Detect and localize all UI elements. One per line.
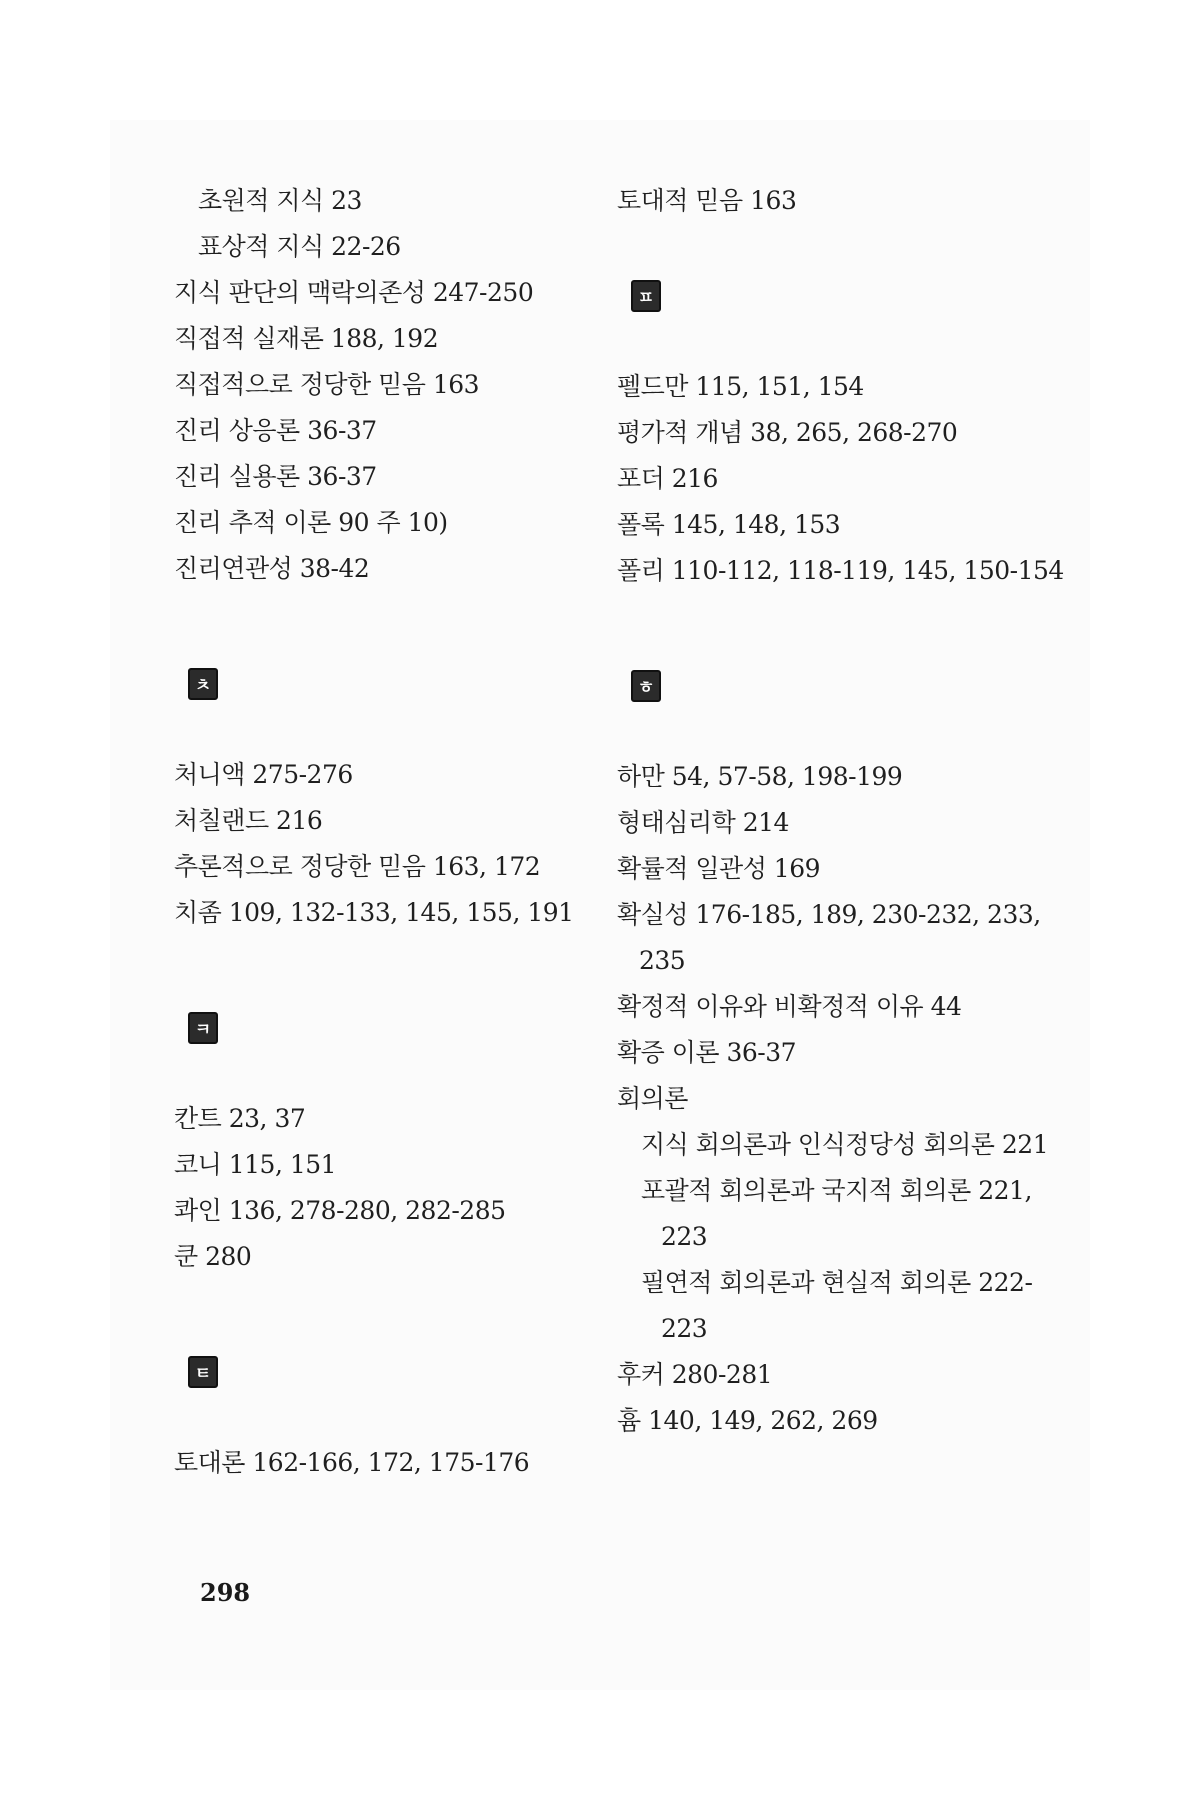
index-entry: 흄 140, 149, 262, 269 — [617, 1406, 878, 1435]
index-entry: 확실성 176-185, 189, 230-232, 233, — [617, 900, 1041, 929]
index-subentry-continuation: 223 — [661, 1314, 708, 1343]
index-column-right — [617, 178, 1064, 1444]
index-entry: 직접적 실재론 188, 192 — [174, 324, 439, 353]
index-entry: 진리 실용론 36-37 — [174, 462, 377, 491]
index-subentry-continuation: 223 — [661, 1222, 708, 1251]
index-entry: 진리 상응론 36-37 — [174, 416, 377, 445]
index-column-left — [174, 178, 614, 1486]
index-entry: 지식 판단의 맥락의존성 247-250 — [174, 278, 534, 307]
index-entry: 쿤 280 — [174, 1242, 252, 1271]
index-entry: 토대적 믿음 163 — [617, 186, 797, 215]
index-entry: 콰인 136, 278-280, 282-285 — [174, 1196, 506, 1225]
index-entry: 확증 이론 36-37 — [617, 1038, 797, 1067]
section-marker-tieut: ㅌ — [188, 1356, 218, 1388]
index-entry-continuation: 235 — [639, 946, 686, 975]
index-entry: 펠드만 115, 151, 154 — [617, 372, 864, 401]
index-subentry: 지식 회의론과 인식정당성 회의론 221 — [641, 1130, 1049, 1159]
index-entry: 처칠랜드 216 — [174, 806, 323, 835]
page-number: 298 — [200, 1578, 251, 1607]
section-marker-hieut: ㅎ — [631, 670, 661, 702]
index-entry: 형태심리학 214 — [617, 808, 789, 837]
index-entry: 진리 추적 이론 90 주 10) — [174, 508, 448, 537]
index-entry: 평가적 개념 38, 265, 268-270 — [617, 418, 958, 447]
index-entry: 처니액 275-276 — [174, 760, 353, 789]
index-entry: 하만 54, 57-58, 198-199 — [617, 762, 903, 791]
index-entry: 확률적 일관성 169 — [617, 854, 821, 883]
index-subentry: 포괄적 회의론과 국지적 회의론 221, — [641, 1176, 1032, 1205]
index-entry: 확정적 이유와 비확정적 이유 44 — [617, 992, 962, 1021]
index-entry: 칸트 23, 37 — [174, 1104, 306, 1133]
index-entry: 코니 115, 151 — [174, 1150, 337, 1179]
index-entry: 폴록 145, 148, 153 — [617, 510, 841, 539]
index-entry: 회의론 — [617, 1084, 688, 1113]
index-entry: 초원적 지식 23 — [198, 186, 362, 215]
index-entry: 직접적으로 정당한 믿음 163 — [174, 370, 480, 399]
section-marker-pieup: ㅍ — [631, 280, 661, 312]
index-entry: 진리연관성 38-42 — [174, 554, 370, 583]
section-marker-kieuk: ㅋ — [188, 1012, 218, 1044]
index-entry: 추론적으로 정당한 믿음 163, 172 — [174, 852, 541, 881]
index-entry: 토대론 162-166, 172, 175-176 — [174, 1448, 530, 1477]
index-entry: 표상적 지식 22-26 — [198, 232, 401, 261]
index-entry: 치좀 109, 132-133, 145, 155, 191 — [174, 898, 574, 927]
section-marker-chieut: ㅊ — [188, 668, 218, 700]
index-entry: 포더 216 — [617, 464, 718, 493]
index-entry: 폴리 110-112, 118-119, 145, 150-154 — [617, 556, 1064, 585]
index-entry: 후커 280-281 — [617, 1360, 773, 1389]
index-subentry: 필연적 회의론과 현실적 회의론 222- — [641, 1268, 1033, 1297]
